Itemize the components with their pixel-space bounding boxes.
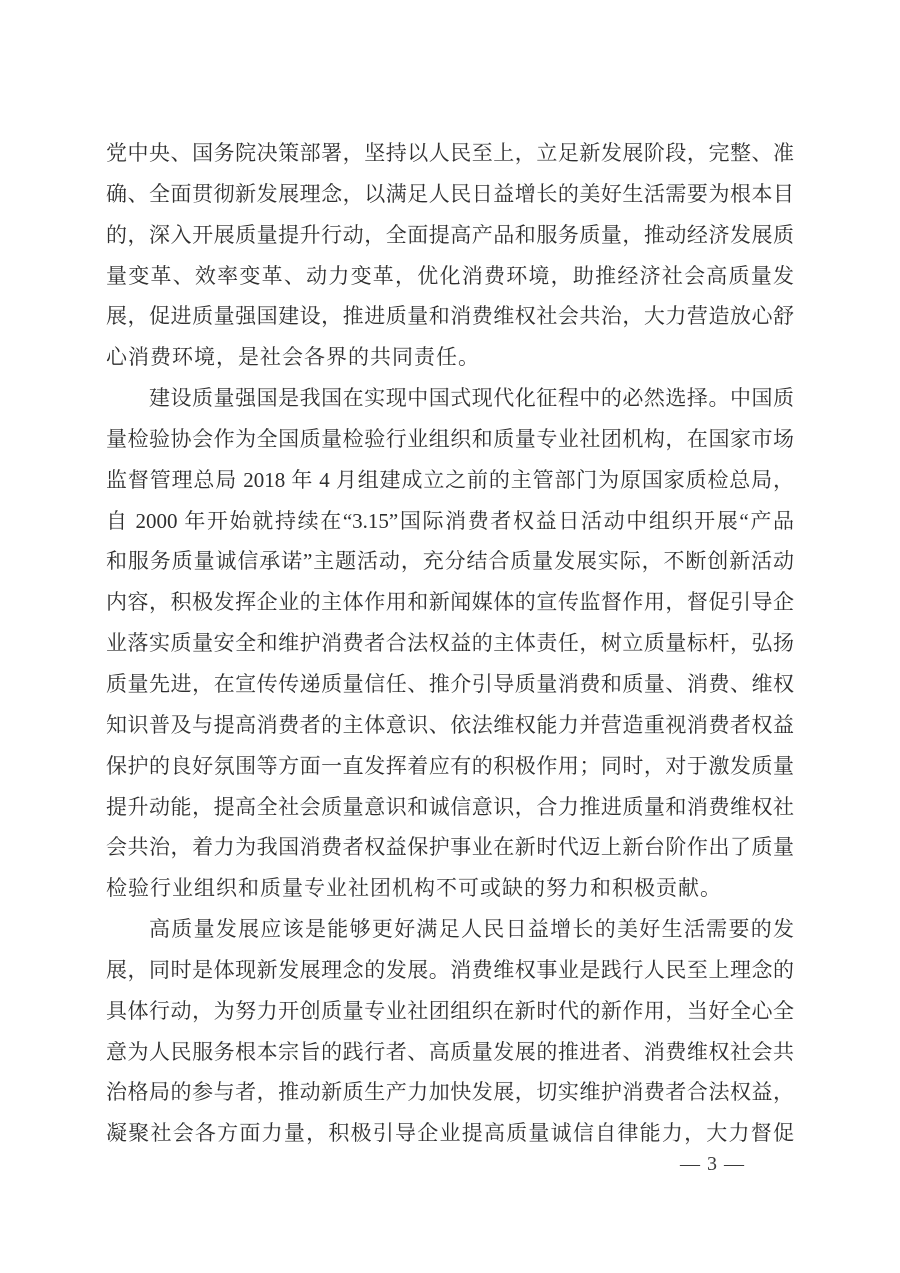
text-line: 量检验协会作为全国质量检验行业组织和质量专业社团机构，在国家市场 xyxy=(106,426,794,451)
text-line: 量变革、效率变革、动力变革，优化消费环境，助推经济社会高质量发 xyxy=(106,263,794,288)
text-line: 保护的良好氛围等方面一直发挥着应有的积极作用；同时，对于激发质量 xyxy=(106,753,794,778)
text-line: 展，促进质量强国建设，推进质量和消费维权社会共治，大力营造放心舒 xyxy=(106,304,794,329)
text-line: 监督管理总局 2018 年 4 月组建成立之前的主管部门为原国家质检总局， xyxy=(106,467,794,492)
page-number: — 3 — xyxy=(680,1153,745,1175)
text-line: 会共治，着力为我国消费者权益保护事业在新时代迈上新台阶作出了质量 xyxy=(106,835,794,860)
text-line: 自 2000 年开始就持续在“3.15”国际消费者权益日活动中组织开展“产品 xyxy=(106,508,794,533)
paragraph-3 xyxy=(106,909,794,1154)
text-line: 展，同时是体现新发展理念的发展。消费维权事业是践行人民至上理念的 xyxy=(106,957,794,982)
text-line: 提升动能，提高全社会质量意识和诚信意识，合力推进质量和消费维权社 xyxy=(106,794,794,819)
text-line: 建设质量强国是我国在实现中国式现代化征程中的必然选择。中国质 xyxy=(149,386,794,411)
text-line: 治格局的参与者，推动新质生产力加快发展，切实维护消费者合法权益， xyxy=(106,1080,794,1105)
text-line: 业落实质量安全和维护消费者合法权益的主体责任，树立质量标杆，弘扬 xyxy=(106,631,794,656)
text-line: 检验行业组织和质量专业社团机构不可或缺的努力和积极贡献。 xyxy=(106,876,722,901)
text-line: 确、全面贯彻新发展理念，以满足人民日益增长的美好生活需要为根本目 xyxy=(106,181,794,206)
text-line: 凝聚社会各方面力量，积极引导企业提高质量诚信自律能力，大力督促 xyxy=(106,1121,794,1146)
text-line: 高质量发展应该是能够更好满足人民日益增长的美好生活需要的发 xyxy=(149,917,794,942)
text-line: 意为人民服务根本宗旨的践行者、高质量发展的推进者、消费维权社会共 xyxy=(106,1039,794,1064)
paragraph-2 xyxy=(106,378,794,909)
text-line: 质量先进，在宣传传递质量信任、推介引导质量消费和质量、消费、维权 xyxy=(106,671,794,696)
paragraph-1 xyxy=(106,133,794,378)
text-line: 具体行动，为努力开创质量专业社团组织在新时代的新作用，当好全心全 xyxy=(106,998,794,1023)
text-line: 党中央、国务院决策部署，坚持以人民至上，立足新发展阶段，完整、准 xyxy=(106,141,794,165)
body-text xyxy=(106,133,794,1154)
text-line: 和服务质量诚信承诺”主题活动，充分结合质量发展实际，不断创新活动 xyxy=(106,549,794,574)
text-line: 内容，积极发挥企业的主体作用和新闻媒体的宣传监督作用，督促引导企 xyxy=(106,590,794,615)
text-line: 心消费环境，是社会各界的共同责任。 xyxy=(106,345,480,370)
text-line: 知识普及与提高消费者的主体意识、依法维权能力并营造重视消费者权益 xyxy=(106,712,794,737)
text-line: 的，深入开展质量提升行动，全面提高产品和服务质量，推动经济发展质 xyxy=(106,222,794,247)
